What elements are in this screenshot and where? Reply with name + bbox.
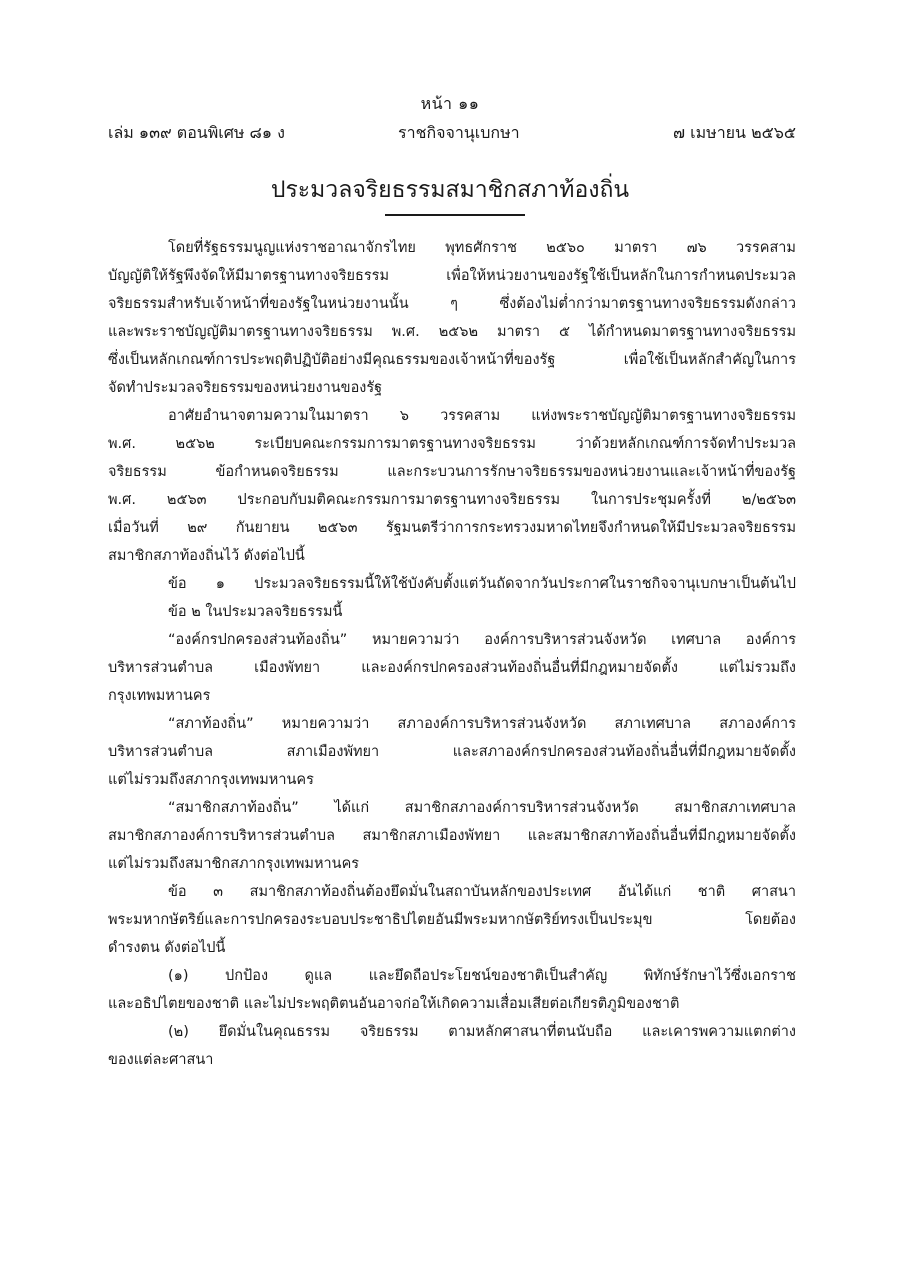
definition-line: บริหารส่วนตำบล สภาเมืองพัทยา และสภาองค์กรปกครองส่วนท้องถิ่นอื่นที่มีกฎหมายจัดตั้ง <box>108 744 796 760</box>
definition-line: “สภาท้องถิ่น” หมายความว่า สภาองค์การบริหารส่วนจังหวัด สภาเทศบาล สภาองค์การ <box>168 716 796 732</box>
body-line: จริยธรรมสำหรับเจ้าหน้าที่ของรัฐในหน่วยงานนั้น ๆ ซึ่งต้องไม่ต่ำกว่ามาตรฐานทางจริยธรรมดังกล่าว <box>108 296 796 312</box>
title-underline <box>385 214 525 216</box>
body-line: และอธิปไตยของชาติ และไม่ประพฤติตนอันอาจก่อให้เกิดความเสื่อมเสียต่อเกียรติภูมิของชาติ <box>108 996 680 1012</box>
publication-name: ราชกิจจานุเบกษา <box>398 123 520 142</box>
body-line: ซึ่งเป็นหลักเกณฑ์การประพฤติปฏิบัติอย่างมีคุณธรรมของเจ้าหน้าที่ของรัฐ เพื่อใช้เป็นหลักสำคัญในการ <box>108 352 796 368</box>
body-line: จัดทำประมวลจริยธรรมของหน่วยงานของรัฐ <box>108 380 383 396</box>
body-line: อาศัยอำนาจตามความในมาตรา ๖ วรรคสาม แห่งพระราชบัญญัติมาตรฐานทางจริยธรรม <box>168 408 796 424</box>
body-line: ดำรงตน ดังต่อไปนี้ <box>108 940 226 956</box>
page-number: หน้า ๑๑ <box>420 94 480 113</box>
definition-line: แต่ไม่รวมถึงสมาชิกสภากรุงเทพมหานคร <box>108 856 360 872</box>
definition-line: “สมาชิกสภาท้องถิ่น” ได้แก่ สมาชิกสภาองค์การบริหารส่วนจังหวัด สมาชิกสภาเทศบาล <box>168 800 796 816</box>
publication-date: ๗ เมษายน ๒๕๖๕ <box>673 123 796 142</box>
definition-line: “องค์กรปกครองส่วนท้องถิ่น” หมายความว่า องค์การบริหารส่วนจังหวัด เทศบาล องค์การ <box>168 632 796 648</box>
document-title: ประมวลจริยธรรมสมาชิกสภาท้องถิ่น <box>270 177 630 203</box>
gazette-header <box>108 121 796 145</box>
clause-2: ข้อ ๒ ในประมวลจริยธรรมนี้ <box>168 604 343 620</box>
body-line: พ.ศ. ๒๕๖๒ ระเบียบคณะกรรมการมาตรฐานทางจริยธรรม ว่าด้วยหลักเกณฑ์การจัดทำประมวล <box>108 436 796 452</box>
definition-line: บริหารส่วนตำบล เมืองพัทยา และองค์กรปกครองส่วนท้องถิ่นอื่นที่มีกฎหมายจัดตั้ง แต่ไม่รวมถึง <box>108 660 796 676</box>
clause-3: ข้อ ๓ สมาชิกสภาท้องถิ่นต้องยึดมั่นในสถาบันหลักของประเทศ อันได้แก่ ชาติ ศาสนา <box>168 884 796 900</box>
body-line: ของแต่ละศาสนา <box>108 1052 214 1068</box>
clause-1: ข้อ ๑ ประมวลจริยธรรมนี้ให้ใช้บังคับตั้งแต่วันถัดจากวันประกาศในราชกิจจานุเบกษาเป็นต้นไป <box>168 576 796 592</box>
definition-line: สมาชิกสภาองค์การบริหารส่วนตำบล สมาชิกสภาเมืองพัทยา และสมาชิกสภาท้องถิ่นอื่นที่มีกฎหมายจัดตั้ง <box>108 828 796 844</box>
volume-issue: เล่ม ๑๓๙ ตอนพิเศษ ๘๑ ง <box>108 123 285 142</box>
body-line: บัญญัติให้รัฐพึงจัดให้มีมาตรฐานทางจริยธรรม เพื่อให้หน่วยงานของรัฐใช้เป็นหลักในการกำหนดประมวล <box>108 268 796 284</box>
body-line: เมื่อวันที่ ๒๙ กันยายน ๒๕๖๓ รัฐมนตรีว่าการกระทรวงมหาดไทยจึงกำหนดให้มีประมวลจริยธรรม <box>108 520 796 536</box>
document-body <box>108 234 796 1074</box>
body-line: โดยที่รัฐธรรมนูญแห่งราชอาณาจักรไทย พุทธศักราช ๒๕๖๐ มาตรา ๗๖ วรรคสาม <box>168 240 796 256</box>
definition-line: กรุงเทพมหานคร <box>108 688 211 704</box>
definition-line: แต่ไม่รวมถึงสภากรุงเทพมหานคร <box>108 772 314 788</box>
body-line: และพระราชบัญญัติมาตรฐานทางจริยธรรม พ.ศ. ๒๕๖๒ มาตรา ๕ ได้กำหนดมาตรฐานทางจริยธรรม <box>108 324 796 340</box>
body-line: พ.ศ. ๒๕๖๓ ประกอบกับมติคณะกรรมการมาตรฐานทางจริยธรรม ในการประชุมครั้งที่ ๒/๒๕๖๓ <box>108 492 796 508</box>
subclause-2: (๒) ยึดมั่นในคุณธรรม จริยธรรม ตามหลักศาสนาที่ตนนับถือ และเคารพความแตกต่าง <box>168 1024 796 1040</box>
subclause-1: (๑) ปกป้อง ดูแล และยึดถือประโยชน์ของชาติเป็นสำคัญ พิทักษ์รักษาไว้ซึ่งเอกราช <box>168 968 796 984</box>
body-line: จริยธรรม ข้อกำหนดจริยธรรม และกระบวนการรักษาจริยธรรมของหน่วยงานและเจ้าหน้าที่ของรัฐ <box>108 464 796 480</box>
body-line: สมาชิกสภาท้องถิ่นไว้ ดังต่อไปนี้ <box>108 548 305 564</box>
body-line: พระมหากษัตริย์และการปกครองระบอบประชาธิปไตยอันมีพระมหากษัตริย์ทรงเป็นประมุข โดยต้อง <box>108 912 796 928</box>
